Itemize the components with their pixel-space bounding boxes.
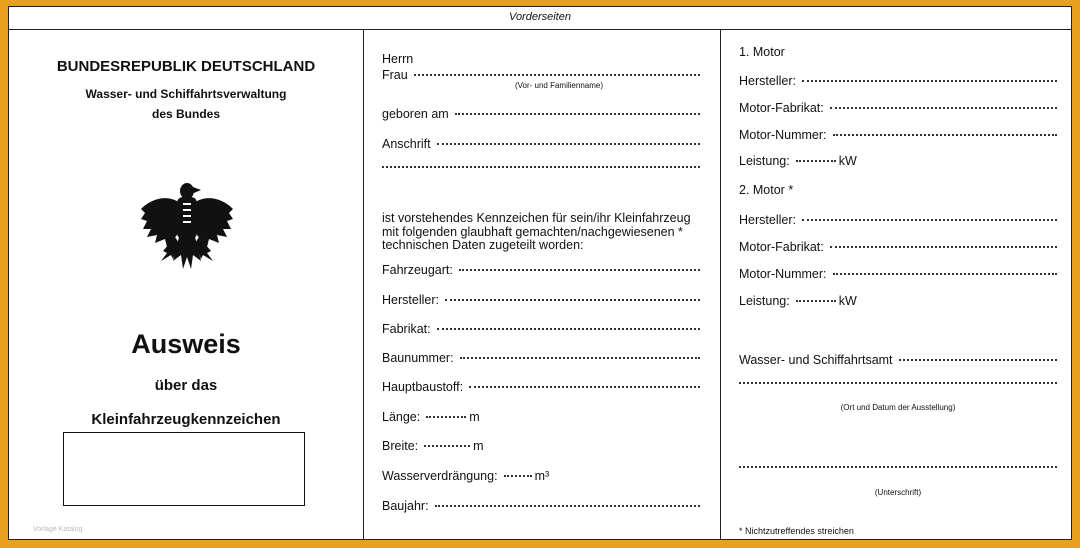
motor-1-title: 1. Motor xyxy=(739,45,785,59)
signature-hint: (Unterschrift) xyxy=(874,488,922,497)
agency-line-1: Wasser- und Schiffahrtsverwaltung xyxy=(85,87,287,101)
baujahr-label: Baujahr: xyxy=(382,499,429,513)
laenge-unit: m xyxy=(469,410,480,424)
baunummer-label: Baunummer: xyxy=(382,351,454,365)
motor-2-fabrikat-field[interactable] xyxy=(739,240,1057,254)
motor-1-leistung-unit: kW xyxy=(838,154,857,168)
agency-name xyxy=(9,84,363,124)
wasserverdraengung-unit: m³ xyxy=(534,469,550,483)
ort-datum-line[interactable] xyxy=(739,385,1057,387)
herrn-label: Herrn xyxy=(382,52,414,66)
agency-line-2: des Bundes xyxy=(151,107,220,121)
owner-panel xyxy=(364,29,720,539)
motor-2-leistung-unit: kW xyxy=(838,294,857,308)
breite-unit: m xyxy=(473,439,484,453)
cover-panel xyxy=(9,29,363,539)
motor-2-fabrikat-label: Motor-Fabrikat: xyxy=(739,240,824,254)
document-subtitle-2: Kleinfahrzeugkennzeichen xyxy=(91,411,281,428)
motor-2-nummer-field[interactable] xyxy=(739,267,1057,281)
assignment-paragraph: ist vorstehendes Kennzeichen für sein/ihr Kleinfahrzeug mit folgenden glaubhaft gemachten/nachgewiesenen * technischen Daten zugeteilt worden: xyxy=(382,211,691,252)
license-plate-box[interactable] xyxy=(63,432,305,506)
breite-field[interactable] xyxy=(382,439,484,453)
signature-line[interactable] xyxy=(739,469,1057,471)
footnote: * Nichtzutreffendes streichen xyxy=(739,526,854,536)
motor-1-hersteller-field[interactable] xyxy=(739,74,1057,88)
motor-1-leistung-label: Leistung: xyxy=(739,154,790,168)
frau-label: Frau xyxy=(382,68,408,82)
motor-1-nummer-label: Motor-Nummer: xyxy=(739,128,827,142)
anschrift-line-2[interactable] xyxy=(382,169,700,171)
fahrzeugart-label: Fahrzeugart: xyxy=(382,263,453,277)
motor-2-hersteller-label: Hersteller: xyxy=(739,213,796,227)
laenge-label: Länge: xyxy=(382,410,421,424)
motor-2-leistung-field[interactable] xyxy=(739,294,857,308)
motor-2-nummer-label: Motor-Nummer: xyxy=(739,267,827,281)
hersteller-label: Hersteller: xyxy=(382,293,439,307)
motor-1-fabrikat-field[interactable] xyxy=(739,101,1057,115)
name-field[interactable] xyxy=(382,68,700,82)
name-hint: (Vor- und Familienname) xyxy=(514,81,604,90)
wasserverdraengung-label: Wasserverdrängung: xyxy=(382,469,498,483)
wasserverdraengung-field[interactable] xyxy=(382,469,549,483)
document-sheet xyxy=(8,6,1072,540)
baujahr-field[interactable] xyxy=(382,499,700,513)
geboren-label: geboren am xyxy=(382,107,449,121)
motor-2-leistung-label: Leistung: xyxy=(739,294,790,308)
amt-label: Wasser- und Schiffahrtsamt xyxy=(739,353,893,367)
watermark: Vorlage Katalog xyxy=(33,526,83,533)
hersteller-field[interactable] xyxy=(382,293,700,307)
hauptbaustoff-field[interactable] xyxy=(382,380,700,394)
ort-datum-hint: (Ort und Datum der Ausstellung) xyxy=(840,403,956,412)
breite-label: Breite: xyxy=(382,439,419,453)
amt-field[interactable] xyxy=(739,353,1057,367)
anschrift-label: Anschrift xyxy=(382,137,431,151)
motor-1-nummer-field[interactable] xyxy=(739,128,1057,142)
motor-panel xyxy=(721,29,1073,539)
fabrikat-label: Fabrikat: xyxy=(382,322,431,336)
baunummer-field[interactable] xyxy=(382,351,700,365)
motor-1-hersteller-label: Hersteller: xyxy=(739,74,796,88)
republic-title: BUNDESREPUBLIK DEUTSCHLAND xyxy=(56,58,316,75)
document-title: Ausweis xyxy=(131,329,241,359)
hauptbaustoff-label: Hauptbaustoff: xyxy=(382,380,464,394)
motor-2-hersteller-field[interactable] xyxy=(739,213,1057,227)
motor-2-title: 2. Motor * xyxy=(739,183,794,197)
laenge-field[interactable] xyxy=(382,410,480,424)
anschrift-field[interactable] xyxy=(382,137,700,151)
document-subtitle-1: über das xyxy=(154,377,218,394)
federal-eagle-icon xyxy=(137,177,237,277)
motor-1-leistung-field[interactable] xyxy=(739,154,857,168)
motor-1-fabrikat-label: Motor-Fabrikat: xyxy=(739,101,824,115)
geboren-field[interactable] xyxy=(382,107,700,121)
fahrzeugart-field[interactable] xyxy=(382,263,700,277)
header-title: Vorderseiten xyxy=(9,7,1071,30)
fabrikat-field[interactable] xyxy=(382,322,700,336)
